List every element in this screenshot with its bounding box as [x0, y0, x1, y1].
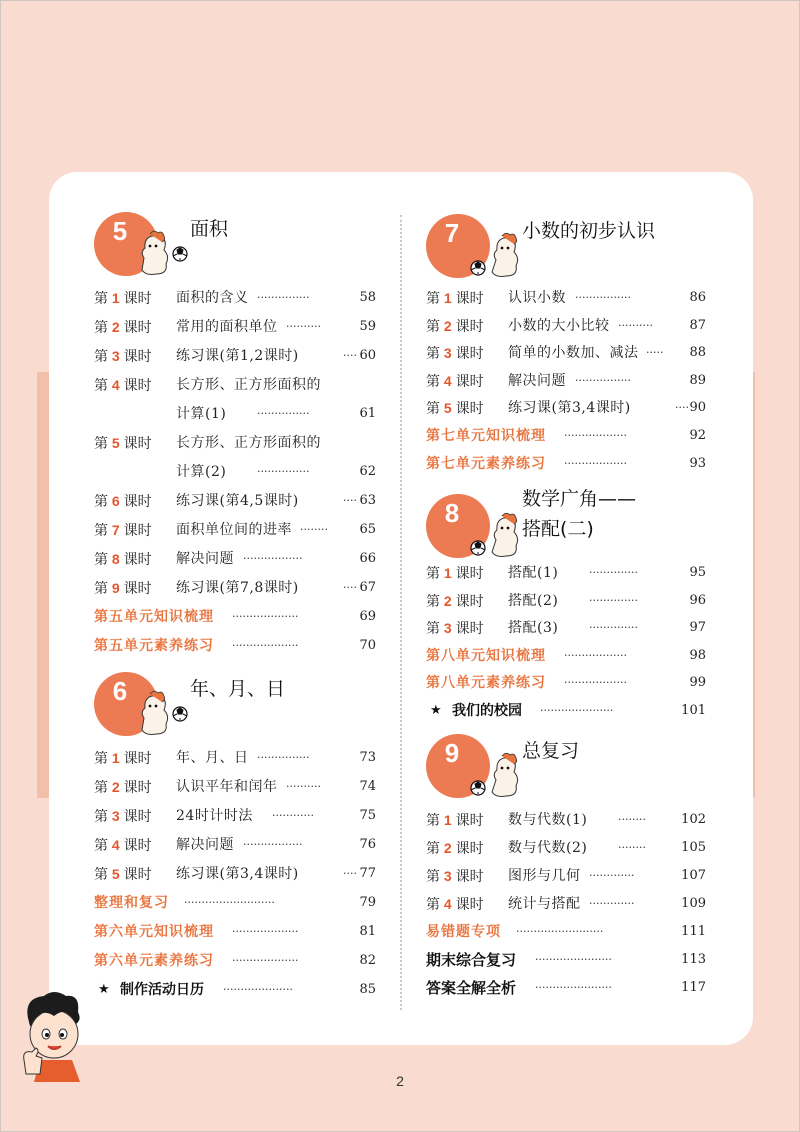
lesson-label-prefix: 第 — [94, 838, 108, 854]
page-ref: 82 — [359, 953, 376, 968]
page-ref: 113 — [681, 952, 706, 967]
leader-dots: ············· — [589, 897, 635, 910]
lesson-title: 解决问题 — [508, 372, 566, 389]
lesson-title: 练习课(第4,5课时) — [176, 493, 299, 509]
lesson-label — [94, 744, 152, 773]
lesson-label-prefix: 第 — [94, 378, 108, 394]
leader-dots: ·················· — [564, 676, 627, 690]
lesson-number: 2 — [440, 840, 456, 856]
lesson-label-prefix: 第 — [94, 809, 108, 825]
lesson-number: 6 — [108, 493, 124, 509]
lesson-label-prefix: 第 — [94, 523, 108, 539]
toc-lesson-row[interactable] — [426, 339, 706, 367]
lesson-number: 5 — [440, 400, 456, 417]
lesson-number: 4 — [108, 377, 124, 393]
toc-section-row[interactable] — [94, 632, 376, 660]
unit-header — [94, 212, 376, 280]
lesson-label — [94, 545, 152, 574]
lesson-label-suffix: 课时 — [455, 593, 484, 610]
leader-dots: ··················· — [232, 610, 299, 623]
section-title: 第八单元素养练习 — [426, 675, 546, 692]
toc-lesson-row[interactable] — [94, 284, 376, 312]
leader-dots: ······················ — [535, 981, 612, 994]
leader-dots: ················· — [243, 552, 303, 565]
lesson-number: 7 — [108, 522, 124, 538]
lesson-number: 1 — [440, 565, 456, 581]
lesson-number: 4 — [440, 372, 456, 389]
leader-dots: ····· — [646, 346, 664, 360]
toc-activity-row[interactable] — [426, 697, 706, 725]
toc-section-row[interactable] — [94, 947, 376, 975]
page-ref: 79 — [359, 895, 376, 910]
toc-lesson-row[interactable] — [426, 587, 706, 615]
page-ref: 98 — [689, 647, 706, 663]
toc-lesson-continuation[interactable] — [94, 400, 376, 428]
lesson-label-prefix: 第 — [426, 346, 440, 363]
lesson-label-suffix: 课时 — [123, 320, 152, 336]
leader-dots: ·············· — [589, 621, 638, 635]
lesson-label-prefix: 第 — [94, 291, 108, 307]
lesson-number: 2 — [108, 779, 124, 795]
page-ref: 77 — [359, 866, 376, 881]
lesson-label-suffix: 课时 — [455, 291, 484, 307]
lesson-title: 练习课(第1,2课时) — [176, 348, 299, 364]
unit-title: 年、月、日 — [190, 678, 286, 700]
toc-lesson-row[interactable] — [94, 516, 376, 544]
lesson-label-prefix: 第 — [426, 621, 440, 638]
lesson-title: 长方形、正方形面积的 — [176, 377, 321, 393]
toc-review-row[interactable] — [426, 946, 706, 974]
page-ref: 102 — [681, 812, 706, 827]
leader-dots: ·············· — [589, 593, 638, 607]
leader-dots: ·················· — [564, 429, 627, 442]
toc-lesson-row[interactable] — [94, 545, 376, 573]
lesson-label-prefix: 第 — [94, 780, 108, 796]
toc-lesson-row[interactable] — [94, 831, 376, 859]
star-icon: ★ — [430, 703, 442, 718]
lesson-number: 1 — [440, 290, 456, 306]
page-ref: 101 — [681, 703, 706, 718]
toc-lesson-row[interactable] — [94, 744, 376, 772]
leader-dots: ···· — [343, 349, 357, 362]
lesson-title: 计算(2) — [176, 464, 227, 480]
dinosaur-mascot-icon — [466, 232, 524, 280]
unit-number: 6 — [112, 676, 128, 706]
lesson-number: 5 — [108, 435, 124, 451]
activity-title: 制作活动日历 — [120, 982, 204, 998]
leader-dots: ···· — [675, 401, 689, 415]
unit-title-line2: 搭配(二) — [522, 518, 594, 540]
lesson-label — [426, 367, 484, 396]
lesson-title: 搭配(1) — [508, 565, 559, 581]
unit-number: 9 — [444, 738, 460, 768]
leader-dots: ········ — [618, 841, 646, 854]
lesson-number: 2 — [108, 319, 124, 335]
toc-lesson-row[interactable] — [94, 860, 376, 888]
activity-title: 我们的校园 — [452, 703, 522, 719]
page-ref: 60 — [359, 348, 376, 363]
toc-section-row[interactable] — [426, 918, 706, 946]
lesson-title: 认识小数 — [508, 290, 566, 306]
leader-dots: ················· — [243, 838, 303, 851]
lesson-label-suffix: 课时 — [123, 581, 152, 597]
toc-lesson-row[interactable] — [426, 862, 706, 890]
review-title: 答案全解全析 — [426, 979, 517, 997]
lesson-title: 统计与搭配 — [508, 896, 581, 912]
leader-dots: ························· — [516, 925, 604, 938]
lesson-title: 数与代数(2) — [508, 840, 588, 856]
lesson-title: 解决问题 — [176, 837, 234, 853]
lesson-label — [94, 831, 152, 860]
page-ref: 59 — [359, 319, 376, 334]
lesson-label-suffix: 课时 — [123, 867, 152, 883]
page-ref: 86 — [689, 290, 706, 305]
toc-lesson-row[interactable] — [94, 371, 376, 399]
lesson-label — [426, 284, 484, 313]
leader-dots: ················ — [575, 291, 631, 304]
lesson-number: 9 — [108, 580, 124, 596]
toc-lesson-row[interactable] — [94, 342, 376, 370]
page-ref: 63 — [359, 493, 376, 508]
lesson-title: 图形与几何 — [508, 868, 581, 884]
lesson-label — [426, 806, 484, 835]
lesson-label — [426, 862, 484, 891]
leader-dots: ········ — [618, 813, 646, 826]
lesson-label — [426, 614, 484, 643]
lesson-label-suffix: 课时 — [455, 813, 484, 829]
dinosaur-mascot-icon — [466, 752, 524, 800]
section-title: 第五单元素养练习 — [94, 638, 214, 654]
lesson-label-suffix: 课时 — [123, 780, 152, 796]
lesson-label — [426, 339, 484, 368]
lesson-label-suffix: 课时 — [455, 373, 484, 390]
toc-lesson-row[interactable] — [94, 429, 376, 457]
lesson-number: 4 — [108, 837, 124, 853]
unit-title: 总复习 — [522, 740, 580, 762]
page-ref: 90 — [689, 400, 706, 416]
lesson-label — [94, 429, 152, 458]
toc-lesson-row[interactable] — [426, 559, 706, 587]
unit-header — [426, 214, 708, 282]
lesson-title: 长方形、正方形面积的 — [176, 435, 321, 451]
review-title: 期末综合复习 — [426, 951, 517, 969]
lesson-label-prefix: 第 — [94, 552, 108, 568]
section-title: 易错题专项 — [426, 924, 501, 940]
toc-section-row[interactable] — [94, 918, 376, 946]
toc-section-row[interactable] — [426, 450, 706, 478]
lesson-title: 认识平年和闰年 — [176, 779, 278, 795]
lesson-label-suffix: 课时 — [455, 346, 484, 363]
lesson-label-suffix: 课时 — [455, 318, 484, 335]
leader-dots: ·········· — [618, 318, 653, 332]
page-ref: 88 — [689, 345, 706, 361]
leader-dots: ·························· — [184, 896, 275, 909]
lesson-label — [94, 487, 152, 516]
lesson-label-suffix: 课时 — [123, 552, 152, 568]
lesson-title: 年、月、日 — [176, 750, 249, 766]
lesson-label-suffix: 课时 — [123, 378, 152, 394]
page-ref: 107 — [681, 868, 706, 883]
leader-dots: ··············· — [257, 291, 310, 304]
leader-dots: ···· — [343, 581, 357, 594]
page-ref: 62 — [359, 464, 376, 479]
lesson-label — [94, 516, 152, 545]
lesson-label-suffix: 课时 — [123, 494, 152, 510]
page-ref: 111 — [681, 924, 706, 939]
page-ref: 76 — [359, 837, 376, 852]
page-number: 2 — [396, 1073, 404, 1089]
lesson-label — [426, 890, 484, 919]
leader-dots: ········ — [300, 523, 328, 536]
lesson-label — [94, 342, 152, 371]
leader-dots: ···················· — [223, 983, 293, 996]
lesson-number: 5 — [108, 866, 124, 882]
toc-lesson-row[interactable] — [426, 614, 706, 642]
page-ref: 61 — [359, 406, 376, 421]
lesson-label-suffix: 课时 — [455, 869, 484, 885]
lesson-label-prefix: 第 — [94, 581, 108, 597]
lesson-label-prefix: 第 — [426, 813, 440, 829]
leader-dots: ··············· — [257, 751, 310, 764]
lesson-label-suffix: 课时 — [123, 838, 152, 854]
section-title: 第七单元知识梳理 — [426, 428, 546, 444]
lesson-number: 2 — [440, 317, 456, 334]
page-ref: 81 — [359, 924, 376, 939]
page-ref: 67 — [359, 580, 376, 595]
lesson-title: 常用的面积单位 — [176, 319, 278, 335]
section-title: 第七单元素养练习 — [426, 455, 546, 472]
page-ref: 85 — [359, 982, 376, 997]
page-ref: 73 — [359, 750, 376, 765]
leader-dots: ············· — [589, 869, 635, 882]
toc-lesson-row[interactable] — [426, 834, 706, 862]
toc-section-row[interactable] — [94, 603, 376, 631]
leader-dots: ···· — [343, 867, 357, 880]
lesson-title: 数与代数(1) — [508, 812, 588, 828]
section-title: 整理和复习 — [94, 895, 169, 911]
lesson-title: 解决问题 — [176, 551, 234, 567]
toc-section-row[interactable] — [426, 422, 706, 450]
leader-dots: ······················ — [535, 953, 612, 966]
unit-title: 面积 — [190, 218, 229, 240]
page-ref: 99 — [689, 675, 706, 691]
lesson-label-suffix: 课时 — [123, 349, 152, 365]
page-ref: 105 — [681, 840, 706, 855]
dinosaur-mascot-icon — [466, 512, 524, 560]
lesson-label-suffix: 课时 — [123, 291, 152, 307]
unit-title — [522, 484, 636, 544]
lesson-number: 8 — [108, 551, 124, 567]
toc-lesson-row[interactable] — [426, 367, 706, 395]
toc-section-row[interactable] — [426, 642, 706, 670]
lesson-label — [426, 834, 484, 863]
toc-lesson-row[interactable] — [426, 394, 706, 422]
lesson-title: 面积的含义 — [176, 290, 249, 306]
dinosaur-mascot-icon — [134, 230, 192, 278]
lesson-label — [94, 574, 152, 603]
lesson-label — [94, 773, 152, 802]
page-ref: 93 — [689, 455, 706, 471]
unit-number: 8 — [444, 498, 460, 528]
lesson-title: 24时计时法 — [176, 808, 253, 824]
toc-lesson-row[interactable] — [94, 313, 376, 341]
unit-title: 小数的初步认识 — [522, 220, 656, 242]
toc-lesson-row[interactable] — [94, 802, 376, 830]
lesson-label-prefix: 第 — [94, 751, 108, 767]
lesson-label-prefix: 第 — [426, 373, 440, 390]
section-title: 第六单元知识梳理 — [94, 924, 214, 940]
toc-lesson-row[interactable] — [94, 574, 376, 602]
lesson-label-prefix: 第 — [426, 869, 440, 885]
lesson-label-prefix: 第 — [426, 593, 440, 610]
lesson-title: 练习课(第7,8课时) — [176, 580, 299, 596]
leader-dots: ··················· — [232, 639, 299, 652]
lesson-label-suffix: 课时 — [455, 566, 484, 582]
unit-number: 7 — [444, 218, 460, 248]
page-ref: 117 — [681, 980, 706, 995]
page-ref: 97 — [689, 620, 706, 636]
toc-lesson-continuation[interactable] — [94, 458, 376, 486]
toc-activity-row[interactable] — [94, 976, 376, 1004]
lesson-label-suffix: 课时 — [123, 751, 152, 767]
section-title: 第五单元知识梳理 — [94, 609, 214, 625]
unit-header — [94, 672, 376, 740]
lesson-label-suffix: 课时 — [123, 523, 152, 539]
page-ref: 96 — [689, 592, 706, 608]
lesson-label — [94, 371, 152, 400]
lesson-label — [94, 802, 152, 831]
page-ref: 95 — [689, 565, 706, 580]
leader-dots: ·········· — [286, 320, 321, 333]
unit-number: 5 — [112, 216, 128, 246]
lesson-label-prefix: 第 — [94, 349, 108, 365]
toc-lesson-row[interactable] — [426, 890, 706, 918]
lesson-label-suffix: 课时 — [455, 897, 484, 913]
dinosaur-mascot-icon — [134, 690, 192, 738]
lesson-title: 面积单位间的进率 — [176, 522, 292, 538]
page-ref: 69 — [359, 609, 376, 624]
page-ref: 92 — [689, 428, 706, 443]
page-ref: 70 — [359, 638, 376, 653]
toc-lesson-row[interactable] — [426, 284, 706, 312]
leader-dots: ·············· — [589, 566, 638, 579]
leader-dots: ·········· — [286, 780, 321, 793]
lesson-title: 小数的大小比较 — [508, 317, 610, 334]
lesson-label — [426, 559, 484, 588]
lesson-label-suffix: 课时 — [455, 841, 484, 857]
toc-review-row[interactable] — [426, 974, 706, 1002]
lesson-label-prefix: 第 — [426, 841, 440, 857]
page-ref: 66 — [359, 551, 376, 566]
lesson-label — [426, 394, 484, 423]
unit-header — [426, 488, 708, 562]
leader-dots: ················ — [575, 373, 631, 387]
lesson-label-prefix: 第 — [94, 867, 108, 883]
lesson-label — [94, 860, 152, 889]
leader-dots: ····················· — [540, 704, 614, 717]
leader-dots: ·················· — [564, 648, 627, 662]
toc-lesson-row[interactable] — [94, 487, 376, 515]
lesson-number: 3 — [108, 808, 124, 824]
lesson-label-prefix: 第 — [94, 436, 108, 452]
leader-dots: ··············· — [257, 407, 310, 420]
lesson-title: 计算(1) — [176, 406, 227, 422]
toc-section-row[interactable] — [426, 669, 706, 697]
lesson-label — [94, 284, 152, 313]
lesson-title: 搭配(2) — [508, 592, 559, 609]
page-ref: 109 — [681, 896, 706, 911]
lesson-number: 4 — [440, 896, 456, 912]
leader-dots: ·················· — [564, 456, 627, 470]
lesson-number: 1 — [440, 812, 456, 828]
unit-header — [426, 734, 708, 802]
lesson-label-prefix: 第 — [426, 897, 440, 913]
lesson-label-suffix: 课时 — [123, 436, 152, 452]
section-title: 第六单元素养练习 — [94, 953, 214, 969]
lesson-title: 搭配(3) — [508, 620, 559, 637]
leader-dots: ··················· — [232, 954, 299, 967]
lesson-title: 简单的小数加、减法 — [508, 345, 639, 362]
page-ref: 87 — [689, 317, 706, 333]
lesson-label-suffix: 课时 — [123, 809, 152, 825]
lesson-number: 3 — [108, 348, 124, 364]
toc-section-row[interactable] — [94, 889, 376, 917]
lesson-number: 2 — [440, 592, 456, 609]
page-ref: 75 — [359, 808, 376, 823]
lesson-label-prefix: 第 — [94, 494, 108, 510]
leader-dots: ············ — [272, 809, 314, 822]
lesson-number: 3 — [440, 620, 456, 637]
lesson-title: 练习课(第3,4课时) — [508, 400, 631, 417]
leader-dots: ··················· — [232, 925, 299, 938]
toc-lesson-row[interactable] — [426, 806, 706, 834]
cartoon-boy-thumbs-up-icon — [14, 990, 96, 1082]
toc-lesson-row[interactable] — [426, 312, 706, 340]
page-ref: 65 — [359, 522, 376, 537]
lesson-number: 1 — [108, 750, 124, 766]
lesson-number: 3 — [440, 345, 456, 362]
page-ref: 74 — [359, 779, 376, 794]
leader-dots: ··············· — [257, 465, 310, 478]
leader-dots: ···· — [343, 494, 357, 507]
page-ref: 58 — [359, 290, 376, 305]
lesson-label-prefix: 第 — [426, 566, 440, 582]
page-ref: 89 — [689, 372, 706, 388]
column-divider — [400, 215, 402, 1010]
lesson-number: 3 — [440, 868, 456, 884]
star-icon: ★ — [98, 982, 110, 997]
lesson-label-prefix: 第 — [94, 320, 108, 336]
lesson-title: 练习课(第3,4课时) — [176, 866, 299, 882]
lesson-number: 1 — [108, 290, 124, 306]
lesson-label-suffix: 课时 — [455, 621, 484, 638]
lesson-label-prefix: 第 — [426, 291, 440, 307]
toc-lesson-row[interactable] — [94, 773, 376, 801]
lesson-label-suffix: 课时 — [455, 401, 484, 418]
lesson-label — [426, 312, 484, 341]
lesson-label-prefix: 第 — [426, 401, 440, 418]
section-title: 第八单元知识梳理 — [426, 647, 546, 664]
lesson-label — [426, 587, 484, 616]
unit-title-line1: 数学广角—— — [522, 488, 637, 510]
lesson-label-prefix: 第 — [426, 318, 440, 335]
lesson-label — [94, 313, 152, 342]
